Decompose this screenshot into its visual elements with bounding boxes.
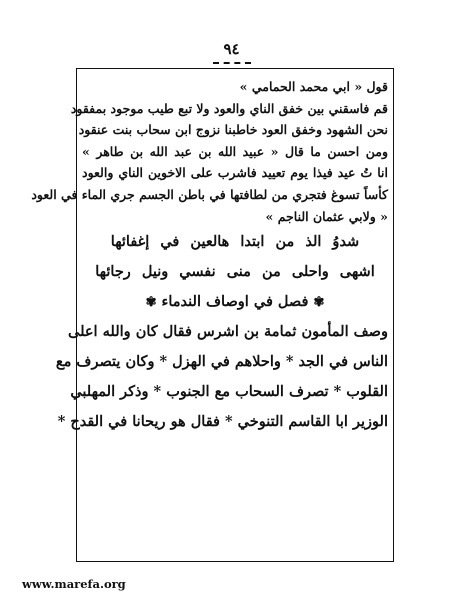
poet-heading-hamami: قول « ابي محمد الحمامي »	[239, 79, 388, 94]
page-number: ٩٤	[223, 40, 240, 58]
page-number-rule	[213, 62, 251, 64]
verse-line: شدوُ الذ من ابتدا هالعين في إغفائها	[110, 233, 360, 251]
poet-heading-tahir: ومن احسن ما قال « عبيد الله بن عبد الله بن طاهر »	[82, 143, 388, 159]
poet-heading-najim: « ولابي عثمان الناجم »	[265, 208, 388, 224]
verse-line: كأساً تسوغ فتجري من لطافتها في باطن الجسم جري الماء في العود	[31, 186, 388, 202]
prose-line: الناس في الجد * واحلاهم في الهزل * وكان يتصرف مع	[55, 353, 388, 371]
verse-line: نحن الشهود وخفق العود خاطبنا نزوج ابن سحاب بنت عنقود	[78, 122, 388, 138]
verse-line: قم فاسقني بين خفق الناي والعود ولا تبع طيب موجود بمفقود	[70, 100, 388, 116]
page-body	[31, 76, 388, 437]
source-url: www.marefa.org	[22, 577, 126, 591]
verse-line: انا تُ عيد فيذا يوم تعييد فاشرب على الاخوين الناي والعود	[82, 165, 388, 181]
prose-line: القلوب * تصرف السحاب مع الجنوب * وذكر المهلبي	[70, 383, 388, 401]
verse-line: اشهى واحلى من منى نفسي ونيل رجائها	[95, 263, 375, 281]
section-heading-text: فصل في اوصاف الندماء	[161, 293, 309, 311]
prose-line: الوزير ابا القاسم التنوخي * فقال هو ريحانا في القدح *	[57, 413, 388, 431]
section-heading	[82, 287, 388, 317]
prose-line: وصف المأمون ثمامة بن اشرس فقال كان والله اعلى	[68, 323, 388, 341]
ornament-right-icon: ✾	[313, 295, 325, 311]
ornament-left-icon: ✾	[145, 295, 157, 311]
